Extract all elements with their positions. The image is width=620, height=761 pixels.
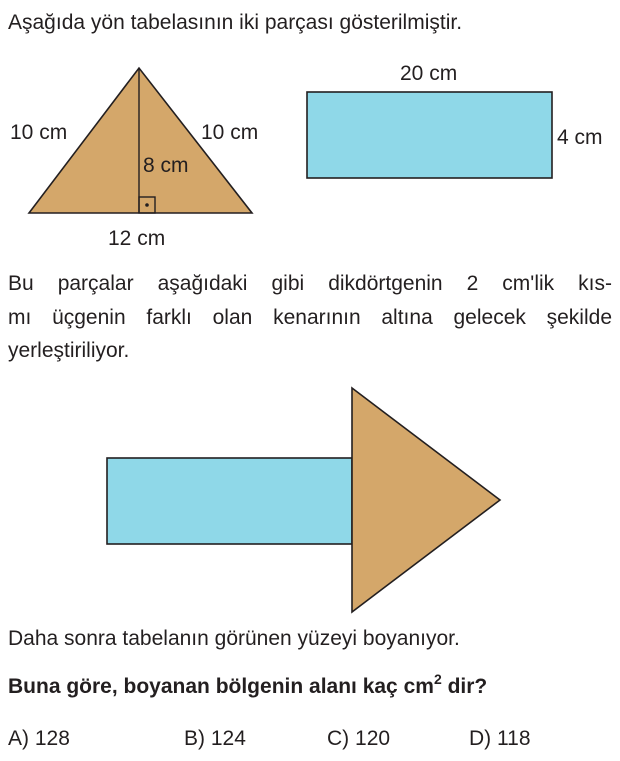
paragraph-line: yerleştiriliyor. [8,339,130,362]
rectangle-piece [307,92,552,178]
question-prefix: Buna göre, boyanan bölgenin alanı kaç cm [8,675,434,698]
right-angle-dot [145,203,149,207]
option-value: 124 [210,727,246,750]
question-text [8,671,488,700]
option-b[interactable] [184,726,246,752]
triangle-height-label: 8 cm [143,154,189,177]
triangle-base-label: 12 cm [108,227,166,250]
option-c[interactable] [327,726,390,752]
rectangle-width-label: 20 cm [400,62,458,85]
rectangle-height-label: 4 cm [557,126,603,149]
assembled-sign [107,388,500,612]
instruction-paragraph [8,267,612,368]
paragraph-line: Bu parçalar aşağıdaki gibi dikdörtgenin 2 cm'lik kıs- [8,272,612,295]
option-value: 118 [497,727,531,750]
option-value: 120 [355,727,391,750]
intro-text: Aşağıda yön tabelasının iki parçası gösterilmiştir. [8,11,463,34]
statement-text: Daha sonra tabelanın görünen yüzeyi boyanıyor. [8,627,460,650]
sign-triangle [352,388,500,612]
option-label: C) [327,727,350,750]
question-suffix: dir? [441,675,488,698]
option-label: B) [184,727,205,750]
triangle-right-side-label: 10 cm [201,121,259,144]
triangle-left-side-label: 10 cm [10,121,68,144]
question-exponent: 2 [433,671,442,687]
option-value: 128 [34,727,70,750]
sign-rectangle [107,458,352,544]
option-d[interactable] [469,726,531,752]
option-label: D) [469,727,492,750]
paragraph-line: mı üçgenin farklı olan kenarının altına gelecek şekilde [8,305,612,329]
option-label: A) [8,727,29,750]
option-a[interactable] [8,726,70,752]
